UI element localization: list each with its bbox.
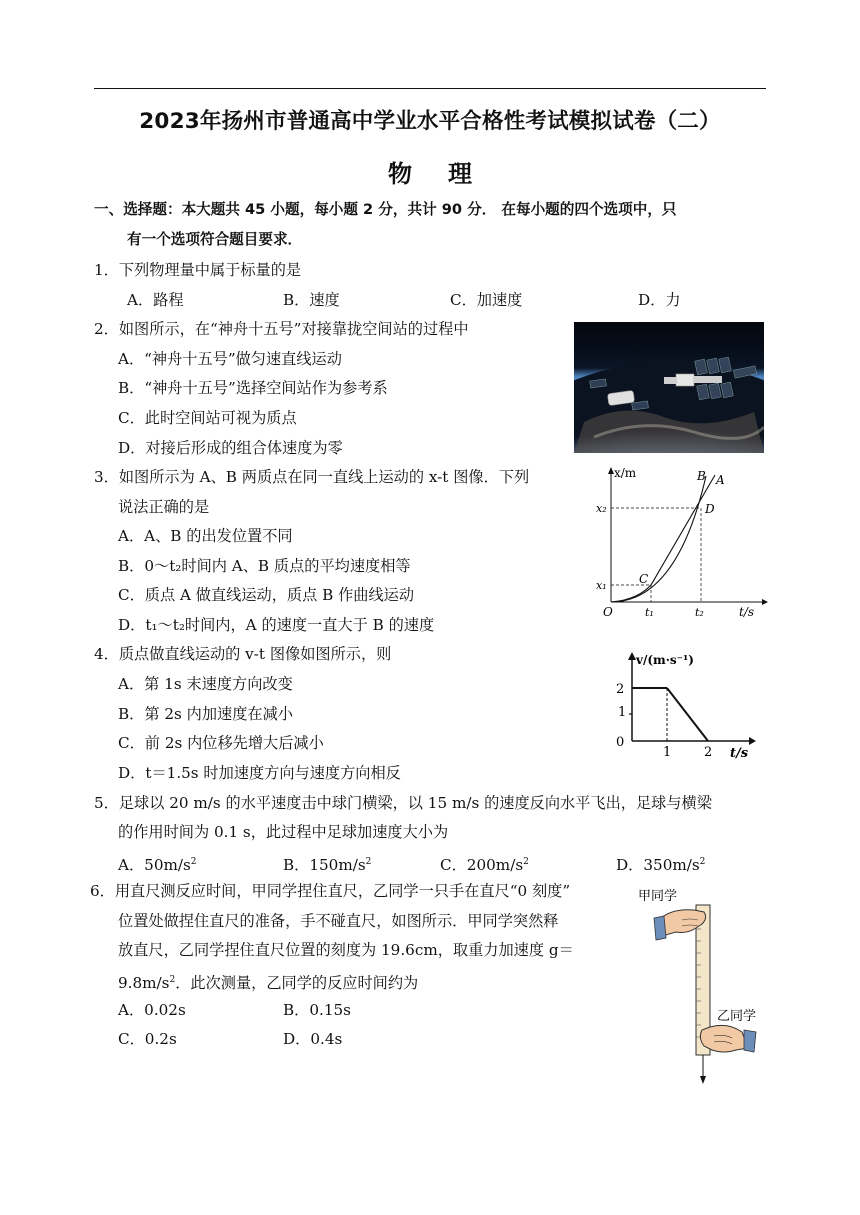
tick-1: 1: [618, 705, 627, 720]
space-station-photo: [574, 322, 764, 453]
label-a: A: [716, 473, 725, 487]
q4-vt-graph: [610, 650, 770, 760]
q5-option-d: D．$350m/s^2$: [616, 856, 706, 874]
q3-option-c: C．质点 A 做直线运动，质点 B 作曲线运动: [118, 586, 415, 604]
section-heading-cont: 有一个选项符合题目要求．: [127, 231, 303, 248]
q2-option-c: C．此时空间站可视为质点: [118, 409, 297, 427]
student-a-label: 甲同学: [638, 889, 678, 904]
t2-label: t₂: [695, 606, 704, 619]
q6-option-d: D．0.4s: [283, 1030, 343, 1048]
q3-option-a: A．A、B 的出发位置不同: [118, 527, 293, 545]
q2-option-d: D．对接后形成的组合体速度为零: [118, 439, 343, 457]
q4-option-b: B．第 2s 内加速度在减小: [118, 705, 293, 723]
q6-option-c: C．0.2s: [118, 1030, 177, 1048]
t1-label: t₁: [645, 606, 654, 619]
q6-stem-3: 放直尺，乙同学捏住直尺位置的刻度为 19.6cm，取重力加速度 g＝: [118, 941, 574, 959]
q2-stem: 2．如图所示，在“神舟十五号”对接靠拢空间站的过程中: [94, 320, 469, 338]
curve-b: [611, 476, 706, 602]
label-b: B: [697, 469, 706, 483]
q5-option-c: C．$200m/s^2$: [440, 856, 529, 874]
q4-stem: 4．质点做直线运动的 v-t 图像如图所示，则: [94, 645, 392, 663]
q1-stem: 1．下列物理量中属于标量的是: [94, 261, 302, 279]
q1-option-b: B．速度: [283, 291, 340, 309]
xlabel: t/s: [730, 746, 749, 760]
header-rule: [94, 88, 766, 89]
q2-option-b: B．“神舟十五号”选择空间站作为参考系: [118, 379, 388, 397]
ylabel: v/(m·s⁻¹): [636, 653, 694, 667]
xlabel: t/s: [739, 605, 755, 619]
q6-option-a: A．0.02s: [118, 1001, 186, 1019]
q3-option-b: B．0～t₂时间内 A、B 质点的平均速度相等: [118, 557, 411, 575]
hand-bottom-icon: [700, 1025, 756, 1052]
ruler-figure: [632, 882, 772, 1087]
ylabel: x/m: [614, 466, 637, 480]
q1-option-c: C．加速度: [450, 291, 523, 309]
exam-title: 2023年扬州市普通高中学业水平合格性考试模拟试卷（二）: [139, 109, 721, 134]
line-a: [611, 475, 715, 602]
q5-stem: 5．足球以 20 m/s 的水平速度击中球门横梁，以 15 m/s 的速度反向水平飞出，足球与横梁: [94, 794, 712, 812]
q3-option-d: D．t₁～t₂时间内，A 的速度一直大于 B 的速度: [118, 616, 435, 634]
label-c: C: [639, 572, 649, 586]
q3-stem: 3．如图所示为 A、B 两质点在同一直线上运动的 x-t 图像．下列: [94, 468, 530, 486]
origin-label: O: [603, 605, 613, 619]
section-heading: 一、选择题：本大题共 45 小题，每小题 2 分，共计 90 分． 在每小题的四个选项中，只: [94, 201, 677, 218]
q4-option-c: C．前 2s 内位移先增大后减小: [118, 734, 324, 752]
x2-label: x₂: [596, 502, 607, 515]
q6-stem-4: $9.8m/s^2$．此次测量，乙同学的反应时间约为: [118, 974, 419, 992]
q3-stem-cont: 说法正确的是: [118, 498, 210, 516]
q4-option-d: D．t＝1.5s 时加速度方向与速度方向相反: [118, 764, 401, 782]
student-b-label: 乙同学: [717, 1009, 757, 1024]
x1-label: x₁: [596, 579, 607, 592]
tick-0: 0: [616, 735, 625, 750]
tick-2: 2: [616, 682, 625, 697]
q1-option-a: A．路程: [127, 291, 184, 309]
t-tick-2: 2: [704, 745, 713, 760]
q2-option-a: A．“神舟十五号”做匀速直线运动: [118, 350, 342, 368]
q6-option-b: B．0.15s: [283, 1001, 351, 1019]
q1-option-d: D．力: [638, 291, 681, 309]
q6-stem: 6．用直尺测反应时间，甲同学捏住直尺，乙同学一只手在直尺“0 刻度”: [90, 882, 571, 900]
subject-title: 物理: [388, 160, 508, 188]
t-tick-1: 1: [663, 745, 672, 760]
q5-stem-cont: 的作用时间为 0.1 s，此过程中足球加速度大小为: [118, 823, 449, 841]
q5-option-a: A．$50m/s^2$: [118, 856, 197, 874]
q5-option-b: B．$150m/s^2$: [283, 856, 372, 874]
q6-stem-2: 位置处做捏住直尺的准备，手不碰直尺，如图所示．甲同学突然释: [118, 912, 559, 930]
q3-xt-graph: [592, 462, 772, 620]
label-d: D: [705, 502, 715, 516]
q4-option-a: A．第 1s 末速度方向改变: [118, 675, 293, 693]
v-line-slope: [667, 688, 708, 741]
